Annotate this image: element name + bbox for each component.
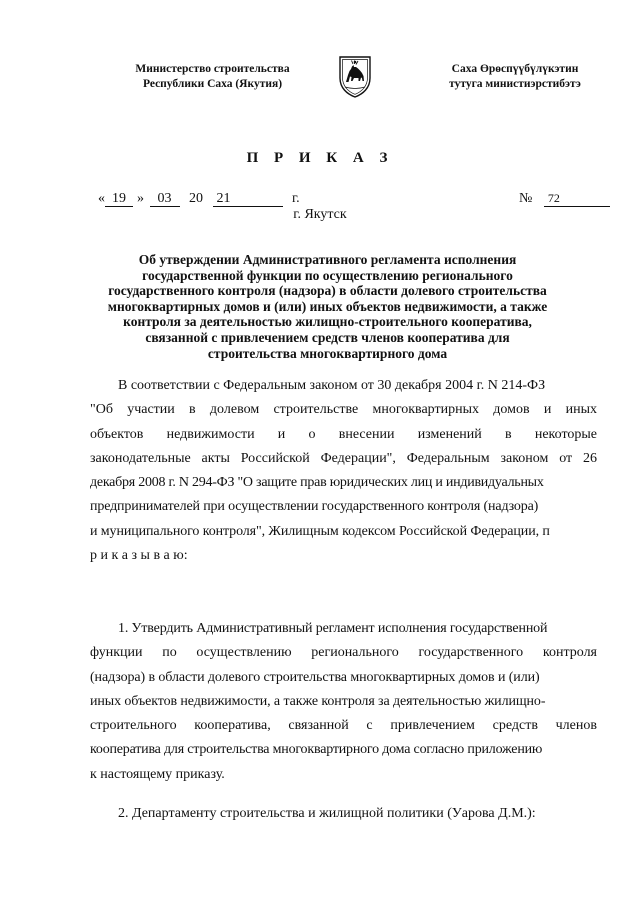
body-line: 2. Департаменту строительства и жилищной политики (Уарова Д.М.):	[118, 806, 536, 821]
body-line: кооператива для строительства многоквартирного дома согласно приложению	[90, 742, 543, 758]
body-line: законодательные акты Российской Федерации", Федеральным законом от 26	[90, 450, 597, 466]
body-line: функции по осуществлению регионального государственного контроля	[90, 645, 597, 661]
subject-line: государственной функции по осуществлению регионального	[142, 267, 513, 283]
subject-line: строительства многоквартирного дома	[207, 345, 448, 361]
ministry-name-line: Республики Саха (Якутия)	[142, 78, 283, 90]
subject-line: многоквартирных домов и (или) иных объектов недвижимости, а также	[107, 298, 548, 314]
city-name: г. Якутск	[293, 207, 347, 222]
date-day: 19	[105, 191, 133, 207]
ministry-name-russian	[110, 62, 315, 92]
subject-line: государственного контроля (надзора) в области долевого строительства	[108, 283, 547, 299]
document-title: П Р И К А З	[246, 150, 394, 166]
coat-of-arms-icon	[337, 54, 373, 98]
body-line: 1. Утвердить Административный регламент исполнения государственной	[118, 621, 548, 636]
date-month: 03	[150, 191, 180, 207]
body-line: (надзора) в области долевого строительства многоквартирных домов и (или)	[90, 669, 540, 685]
subject-line: контроля за деятельностью жилищно-строительного кооператива,	[123, 314, 532, 330]
ministry-name-line: Министерство строительства	[135, 63, 290, 75]
body-line: объектов недвижимости и о внесении изменений в некоторые	[90, 426, 597, 442]
subject-line: Об утверждении Административного регламента исполнения	[138, 252, 517, 267]
body-line: В соответствии с Федеральным законом от 30 декабря 2004 г. N 214-ФЗ	[118, 378, 546, 393]
order-item-2	[90, 802, 597, 826]
subject-line: связанной с привлечением средств членов кооператива для	[145, 329, 510, 345]
date-close-quote: »	[137, 191, 144, 206]
body-line: декабря 2008 г. N 294-ФЗ "О защите прав юридических лиц и индивидуальных	[90, 475, 544, 491]
body-line: "Об участии в долевом строительстве многоквартирных домов и иных	[90, 402, 597, 418]
order-number-value: 72	[544, 191, 610, 207]
body-line: предпринимателей при осуществлении государственного контроля (надзора)	[90, 499, 539, 515]
ministry-name-line: Саха Өрөспүүбүлүкэтин	[451, 63, 579, 75]
date-open-quote: «	[98, 191, 105, 206]
body-line: иных объектов недвижимости, а также контроля за деятельностью жилищно-	[90, 693, 546, 709]
body-line: к настоящему приказу.	[90, 766, 225, 782]
order-verb: р и к а з ы в а ю:	[90, 548, 188, 564]
preamble-paragraph	[90, 374, 597, 568]
ministry-name-line: тутуга министиэрстибэтэ	[449, 78, 581, 90]
number-sign: №	[519, 191, 533, 206]
order-subject	[80, 252, 575, 361]
order-number	[519, 191, 610, 207]
date-year-suffix: 21	[213, 191, 283, 207]
ministry-name-yakut	[420, 62, 610, 92]
order-item-1	[90, 617, 597, 787]
body-line: строительного кооператива, связанной с привлечением средств членов	[90, 718, 597, 734]
date-year-prefix: 20	[189, 191, 203, 206]
body-line: и муниципального контроля", Жилищным кодексом Российской Федерации, п	[90, 523, 550, 539]
date-year-mark: г.	[292, 191, 300, 206]
order-date	[98, 191, 300, 207]
